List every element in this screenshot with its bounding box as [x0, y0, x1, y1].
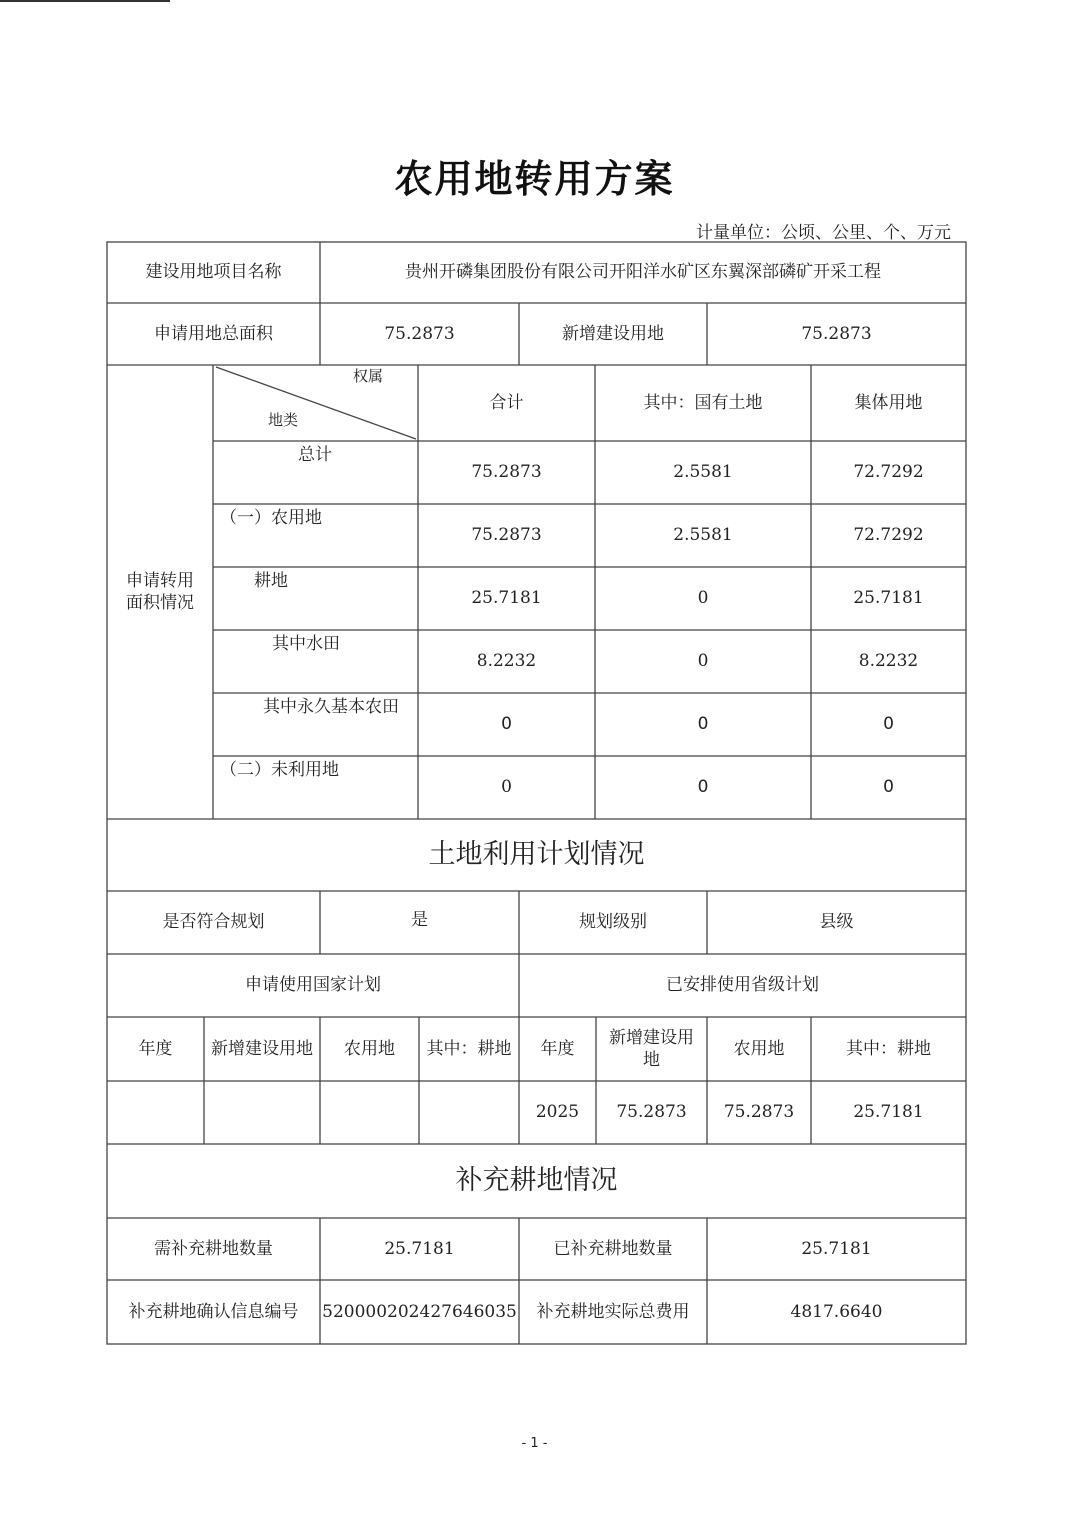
plan-header-agri-provincial: 农用地 — [733, 1038, 785, 1059]
row-label-unused: （二）未利用地 — [220, 760, 339, 780]
row-label-paddy: 其中水田 — [272, 634, 340, 654]
conform-value: 是 — [411, 910, 428, 930]
supplement-cost-label: 补充耕地实际总费用 — [536, 1301, 690, 1322]
supplement-cost-value: 4817.6640 — [790, 1301, 883, 1322]
unit-note: 计量单位：公顷、公里、个、万元 — [696, 223, 951, 243]
plan-value-cultivated-provincial: 25.7181 — [853, 1102, 924, 1123]
total-area-label: 申请用地总面积 — [154, 323, 273, 344]
row-permanent-state: 0 — [697, 714, 709, 735]
national-plan-label: 申请使用国家计划 — [245, 975, 381, 996]
new-construction-value: 75.2873 — [801, 323, 872, 344]
project-name-value: 贵州开磷集团股份有限公司开阳洋水矿区东翼深部磷矿开采工程 — [405, 262, 881, 283]
plan-header-year-provincial: 年度 — [540, 1038, 575, 1059]
diag-ownership-label: 权属 — [352, 367, 383, 386]
plan-value-new-national — [204, 1081, 320, 1144]
new-construction-label: 新增建设用地 — [562, 323, 664, 344]
land-plan-heading: 土地利用计划情况 — [428, 839, 645, 871]
plan-value-agri-national — [320, 1081, 419, 1144]
row-unused-state: 0 — [697, 777, 709, 798]
row-cultivated-sum: 25.7181 — [471, 588, 542, 609]
col-total-header: 合计 — [489, 392, 524, 413]
row-permanent-sum: 0 — [501, 714, 512, 735]
supplement-required-label: 需补充耕地数量 — [154, 1238, 273, 1259]
plan-header-cultivated-national: 其中：耕地 — [426, 1038, 512, 1059]
plan-value-agri-provincial: 75.2873 — [723, 1102, 795, 1123]
row-total-state: 2.5581 — [673, 462, 733, 483]
row-permanent-collective: 0 — [883, 714, 894, 735]
total-area-value: 75.2873 — [384, 323, 455, 344]
row-agri-sum: 75.2873 — [471, 525, 542, 546]
plan-value-year-provincial: 2025 — [535, 1102, 580, 1123]
row-paddy-collective: 8.2232 — [858, 651, 919, 672]
supplement-required-value: 25.7181 — [384, 1238, 455, 1259]
row-unused-sum: 0 — [501, 777, 512, 798]
conform-label: 是否符合规划 — [162, 912, 265, 933]
row-paddy-state: 0 — [697, 651, 709, 672]
plan-value-year-national — [107, 1081, 204, 1144]
plan-header-agri-national: 农用地 — [344, 1038, 395, 1059]
row-label-cultivated: 耕地 — [254, 571, 288, 591]
supplement-done-label: 已补充耕地数量 — [553, 1238, 673, 1259]
diag-landtype-label: 地类 — [267, 411, 298, 430]
plan-level-label: 规划级别 — [579, 912, 647, 933]
page-number: - 1 - — [521, 1436, 548, 1451]
row-cultivated-state: 0 — [697, 588, 709, 609]
project-name-label: 建设用地项目名称 — [145, 262, 282, 283]
row-total-sum: 75.2873 — [471, 462, 542, 483]
row-agri-state: 2.5581 — [673, 525, 733, 546]
plan-value-new-provincial: 75.2873 — [616, 1102, 687, 1123]
col-state-header: 其中：国有土地 — [643, 392, 763, 413]
row-agri-collective: 72.7292 — [853, 525, 924, 546]
row-label-agri: （一）农用地 — [220, 508, 322, 528]
supplement-done-value: 25.7181 — [801, 1238, 872, 1259]
col-collective-header: 集体用地 — [854, 392, 923, 413]
supplement-heading: 补充耕地情况 — [455, 1165, 618, 1197]
supplement-id-value: 520000202427646035 — [322, 1301, 517, 1322]
page-title: 农用地转用方案 — [394, 157, 675, 201]
plan-value-cultivated-national — [419, 1081, 519, 1144]
row-paddy-sum: 8.2232 — [476, 651, 537, 672]
row-label-total: 总计 — [298, 445, 332, 465]
row-label-permanent: 其中永久基本农田 — [263, 697, 399, 717]
plan-level-value: 县级 — [819, 912, 854, 933]
plan-header-new-national: 新增建设用地 — [211, 1038, 313, 1059]
supplement-id-label: 补充耕地确认信息编号 — [128, 1301, 299, 1322]
plan-header-cultivated-provincial: 其中：耕地 — [846, 1038, 931, 1059]
plan-header-new-provincial: 新增建设用地 — [609, 1027, 694, 1070]
row-cultivated-collective: 25.7181 — [853, 588, 924, 609]
row-unused-collective: 0 — [883, 777, 894, 798]
plan-header-year-national: 年度 — [138, 1038, 173, 1059]
provincial-plan-label: 已安排使用省级计划 — [666, 975, 819, 996]
row-total-collective: 72.7292 — [853, 462, 924, 483]
conversion-side-label: 申请转用面积情况 — [126, 570, 194, 613]
